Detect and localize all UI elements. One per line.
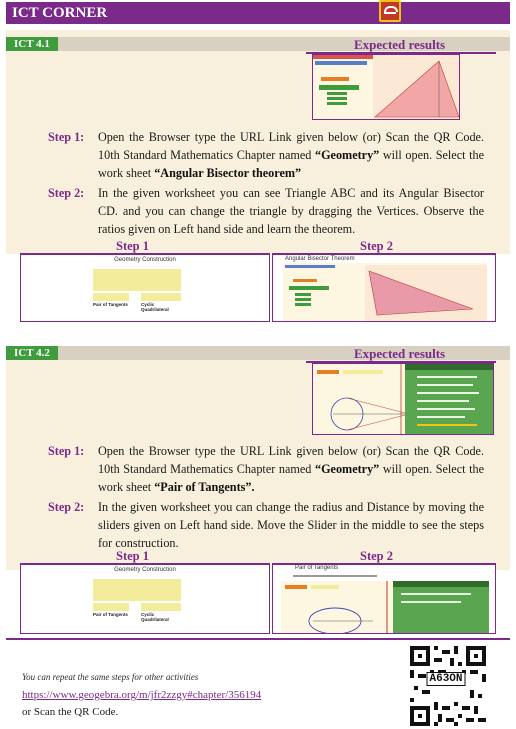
section-title: ICT CORNER (12, 5, 108, 21)
step-2-label-2: Step 2: (48, 500, 85, 514)
geometry-construction-title: Geometry Construction (114, 257, 176, 263)
shot-1-label: Step 1 (116, 239, 149, 253)
card-top (93, 269, 181, 291)
card-cyclic (141, 293, 181, 301)
expected-result-image-2 (312, 363, 494, 435)
card-cyclic-2 (141, 603, 181, 611)
section-header (6, 2, 510, 24)
step-1-text-2: Open the Browser type the URL Link given below (or) Scan the QR Code. 10th Standard Mathematics Chapter named “Geometry” will open. Select the work sheet “Pair of Tangents”. (98, 444, 484, 494)
step-2-screenshot-2 (272, 564, 496, 634)
geogebra-link[interactable]: https://www.geogebra.org/m/jfr2zzgy#chapter/356194 (22, 689, 262, 701)
expected-result-image (312, 54, 460, 120)
card-tangents (93, 293, 129, 301)
step-1-label-2: Step 1: (48, 444, 85, 458)
card-tangents-label-2: Pair of Tangents (93, 612, 128, 617)
angular-bisector-preview (313, 55, 460, 120)
expected-results-label: Expected results (354, 37, 446, 52)
ict-4-2-step-1 (48, 442, 484, 496)
step-2-text: In the given worksheet you can see Triangle ABC and its Angular Bisector CD. and you can change the triangle by dragging the Vertices. Observe the ratios given on Left hand side and learn the theorem. (98, 186, 484, 236)
card-cyclic-label-2: Cyclic Quadrilateral (141, 612, 169, 622)
footer-note: You can repeat the same steps for other activities (22, 672, 199, 682)
card-top-2 (93, 579, 181, 601)
ict-4-1-step-1 (48, 128, 484, 182)
step-2-text-2: In the given worksheet you can change the radius and Distance by moving the sliders given on Left hand side. Move the Slider in the middle to see the steps for construction. (98, 500, 484, 550)
shot-1-label-2: Step 1 (116, 549, 149, 563)
scan-qr-text: or Scan the QR Code. (22, 706, 119, 718)
step-1-text: Open the Browser type the URL Link given below (or) Scan the QR Code. 10th Standard Mathematics Chapter named “Geometry” will open. Select the work sheet “Angular Bisector theorem” (98, 130, 484, 180)
ict-4-1-tag: ICT 4.1 (6, 37, 58, 51)
step-2-label: Step 2: (48, 186, 85, 200)
step-2-screenshot (272, 254, 496, 322)
step-1-screenshot (20, 254, 270, 322)
step-1-screenshot-2 (20, 564, 270, 634)
angular-bisector-title: Angular Bisector Theorem (285, 256, 355, 262)
card-tangents-2 (93, 603, 129, 611)
card-cyclic-label: Cyclic Quadrilateral (141, 302, 169, 312)
qr-code-label: A63ON (426, 672, 465, 686)
ict-corner-page (6, 2, 510, 726)
card-tangents-label: Pair of Tangents (93, 302, 128, 307)
qr-code-icon[interactable] (410, 646, 486, 726)
pair-of-tangents-preview (313, 364, 494, 435)
shot-2-label: Step 2 (360, 239, 393, 253)
angular-bisector-screenshot (273, 255, 496, 322)
computer-icon (379, 0, 401, 22)
shot-2-label-2: Step 2 (360, 549, 393, 563)
ict-4-2-step-2 (48, 498, 484, 552)
ict-4-1-step-2 (48, 184, 484, 238)
pair-of-tangents-screenshot (273, 565, 496, 634)
pair-of-tangents-title: Pair of Tangents (295, 565, 339, 571)
expected-results-label-2: Expected results (354, 346, 446, 361)
step-1-label: Step 1: (48, 130, 85, 144)
footer-rule (6, 638, 510, 640)
ict-4-2-tag: ICT 4.2 (6, 346, 58, 360)
geometry-construction-title-2: Geometry Construction (114, 567, 176, 573)
